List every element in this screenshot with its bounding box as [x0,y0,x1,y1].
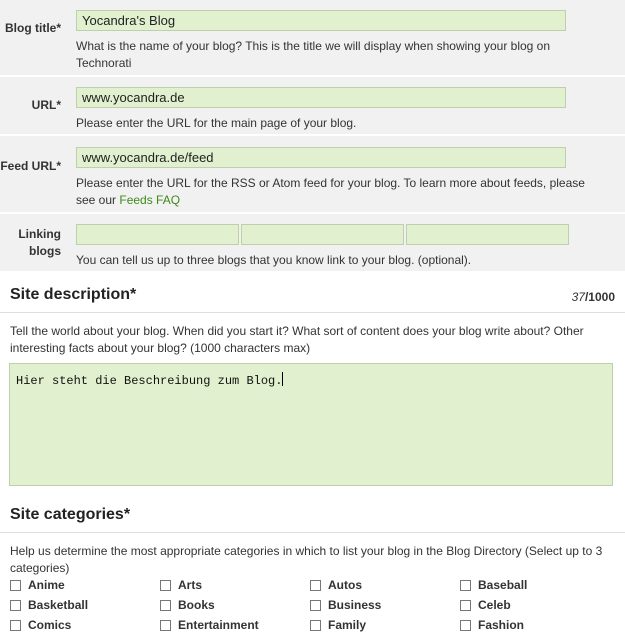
url-input[interactable]: www.yocandra.de [76,87,566,108]
blog-title-input[interactable]: Yocandra's Blog [76,10,566,31]
category-label: Fashion [478,618,525,632]
checkbox[interactable] [10,600,21,611]
category-arts[interactable] [160,577,202,593]
url-row [0,77,625,135]
category-label: Comics [28,618,72,632]
category-label: Family [328,618,367,632]
feeds-faq-link[interactable]: Feeds FAQ [119,193,181,207]
text-caret [282,372,283,386]
category-business[interactable] [310,597,381,613]
site-description-intro: Tell the world about your blog. When did you start it? What sort of content does your blog write about? Other interesting facts about your blog? (1000 characters max) [10,324,584,355]
linking-blog-input-1[interactable] [76,224,239,245]
category-celeb[interactable] [460,597,511,613]
site-description-title: Site description* [10,286,137,303]
category-label: Business [328,598,382,612]
url-help: Please enter the URL for the main page of your blog. [76,116,357,130]
category-fashion[interactable] [460,617,524,633]
site-description-textarea[interactable] [9,363,613,486]
category-baseball[interactable] [460,577,527,593]
checkbox[interactable] [460,600,471,611]
checkbox[interactable] [160,580,171,591]
checkbox[interactable] [10,620,21,631]
category-basketball[interactable] [10,597,88,613]
category-label: Anime [28,578,65,592]
linking-blog-input-2[interactable] [241,224,404,245]
section-divider [0,532,625,533]
category-label: Arts [178,578,203,592]
checkbox[interactable] [460,580,471,591]
character-counter [572,290,615,304]
category-label: Entertainment [178,618,259,632]
feed-url-help-text: Please enter the URL for the RSS or Atom feed for your blog. To learn more about feeds, please see our [76,176,585,207]
checkbox[interactable] [310,580,321,591]
category-label: Autos [328,578,362,592]
blog-title-help: What is the name of your blog? This is the title we will display when showing your blog on Technorati [76,39,551,70]
blog-title-label: Blog title* [5,21,61,35]
checkbox[interactable] [310,600,321,611]
category-anime[interactable] [10,577,65,593]
feed-url-input[interactable]: www.yocandra.de/feed [76,147,566,168]
category-label: Baseball [478,578,528,592]
character-count: 37 [571,290,585,304]
category-autos[interactable] [310,577,362,593]
linking-blogs-help: You can tell us up to three blogs that you know link to your blog. (optional). [76,253,472,267]
url-label: URL* [31,98,61,112]
checkbox[interactable] [310,620,321,631]
category-label: Books [178,598,215,612]
checkbox[interactable] [160,620,171,631]
checkbox[interactable] [10,580,21,591]
linking-blogs-label: Linking blogs [18,227,61,258]
category-books[interactable] [160,597,215,613]
site-categories-intro: Help us determine the most appropriate categories in which to list your blog in the Blog Directory (Select up to 3 categories) [10,544,603,575]
category-comics[interactable] [10,617,71,633]
linking-blogs-row [0,214,625,272]
site-description-text: Hier steht die Beschreibung zum Blog. [16,374,283,388]
checkbox[interactable] [460,620,471,631]
category-entertainment[interactable] [160,617,259,633]
blog-title-row [0,0,625,76]
feed-url-help [76,175,606,209]
character-max: /1000 [584,290,615,304]
section-divider [0,312,625,313]
checkbox[interactable] [160,600,171,611]
feed-url-label: Feed URL* [0,159,61,173]
feed-url-row [0,136,625,213]
linking-blog-input-3[interactable] [406,224,569,245]
site-categories-title: Site categories* [10,506,131,523]
category-family[interactable] [310,617,366,633]
category-label: Celeb [478,598,511,612]
category-label: Basketball [28,598,89,612]
